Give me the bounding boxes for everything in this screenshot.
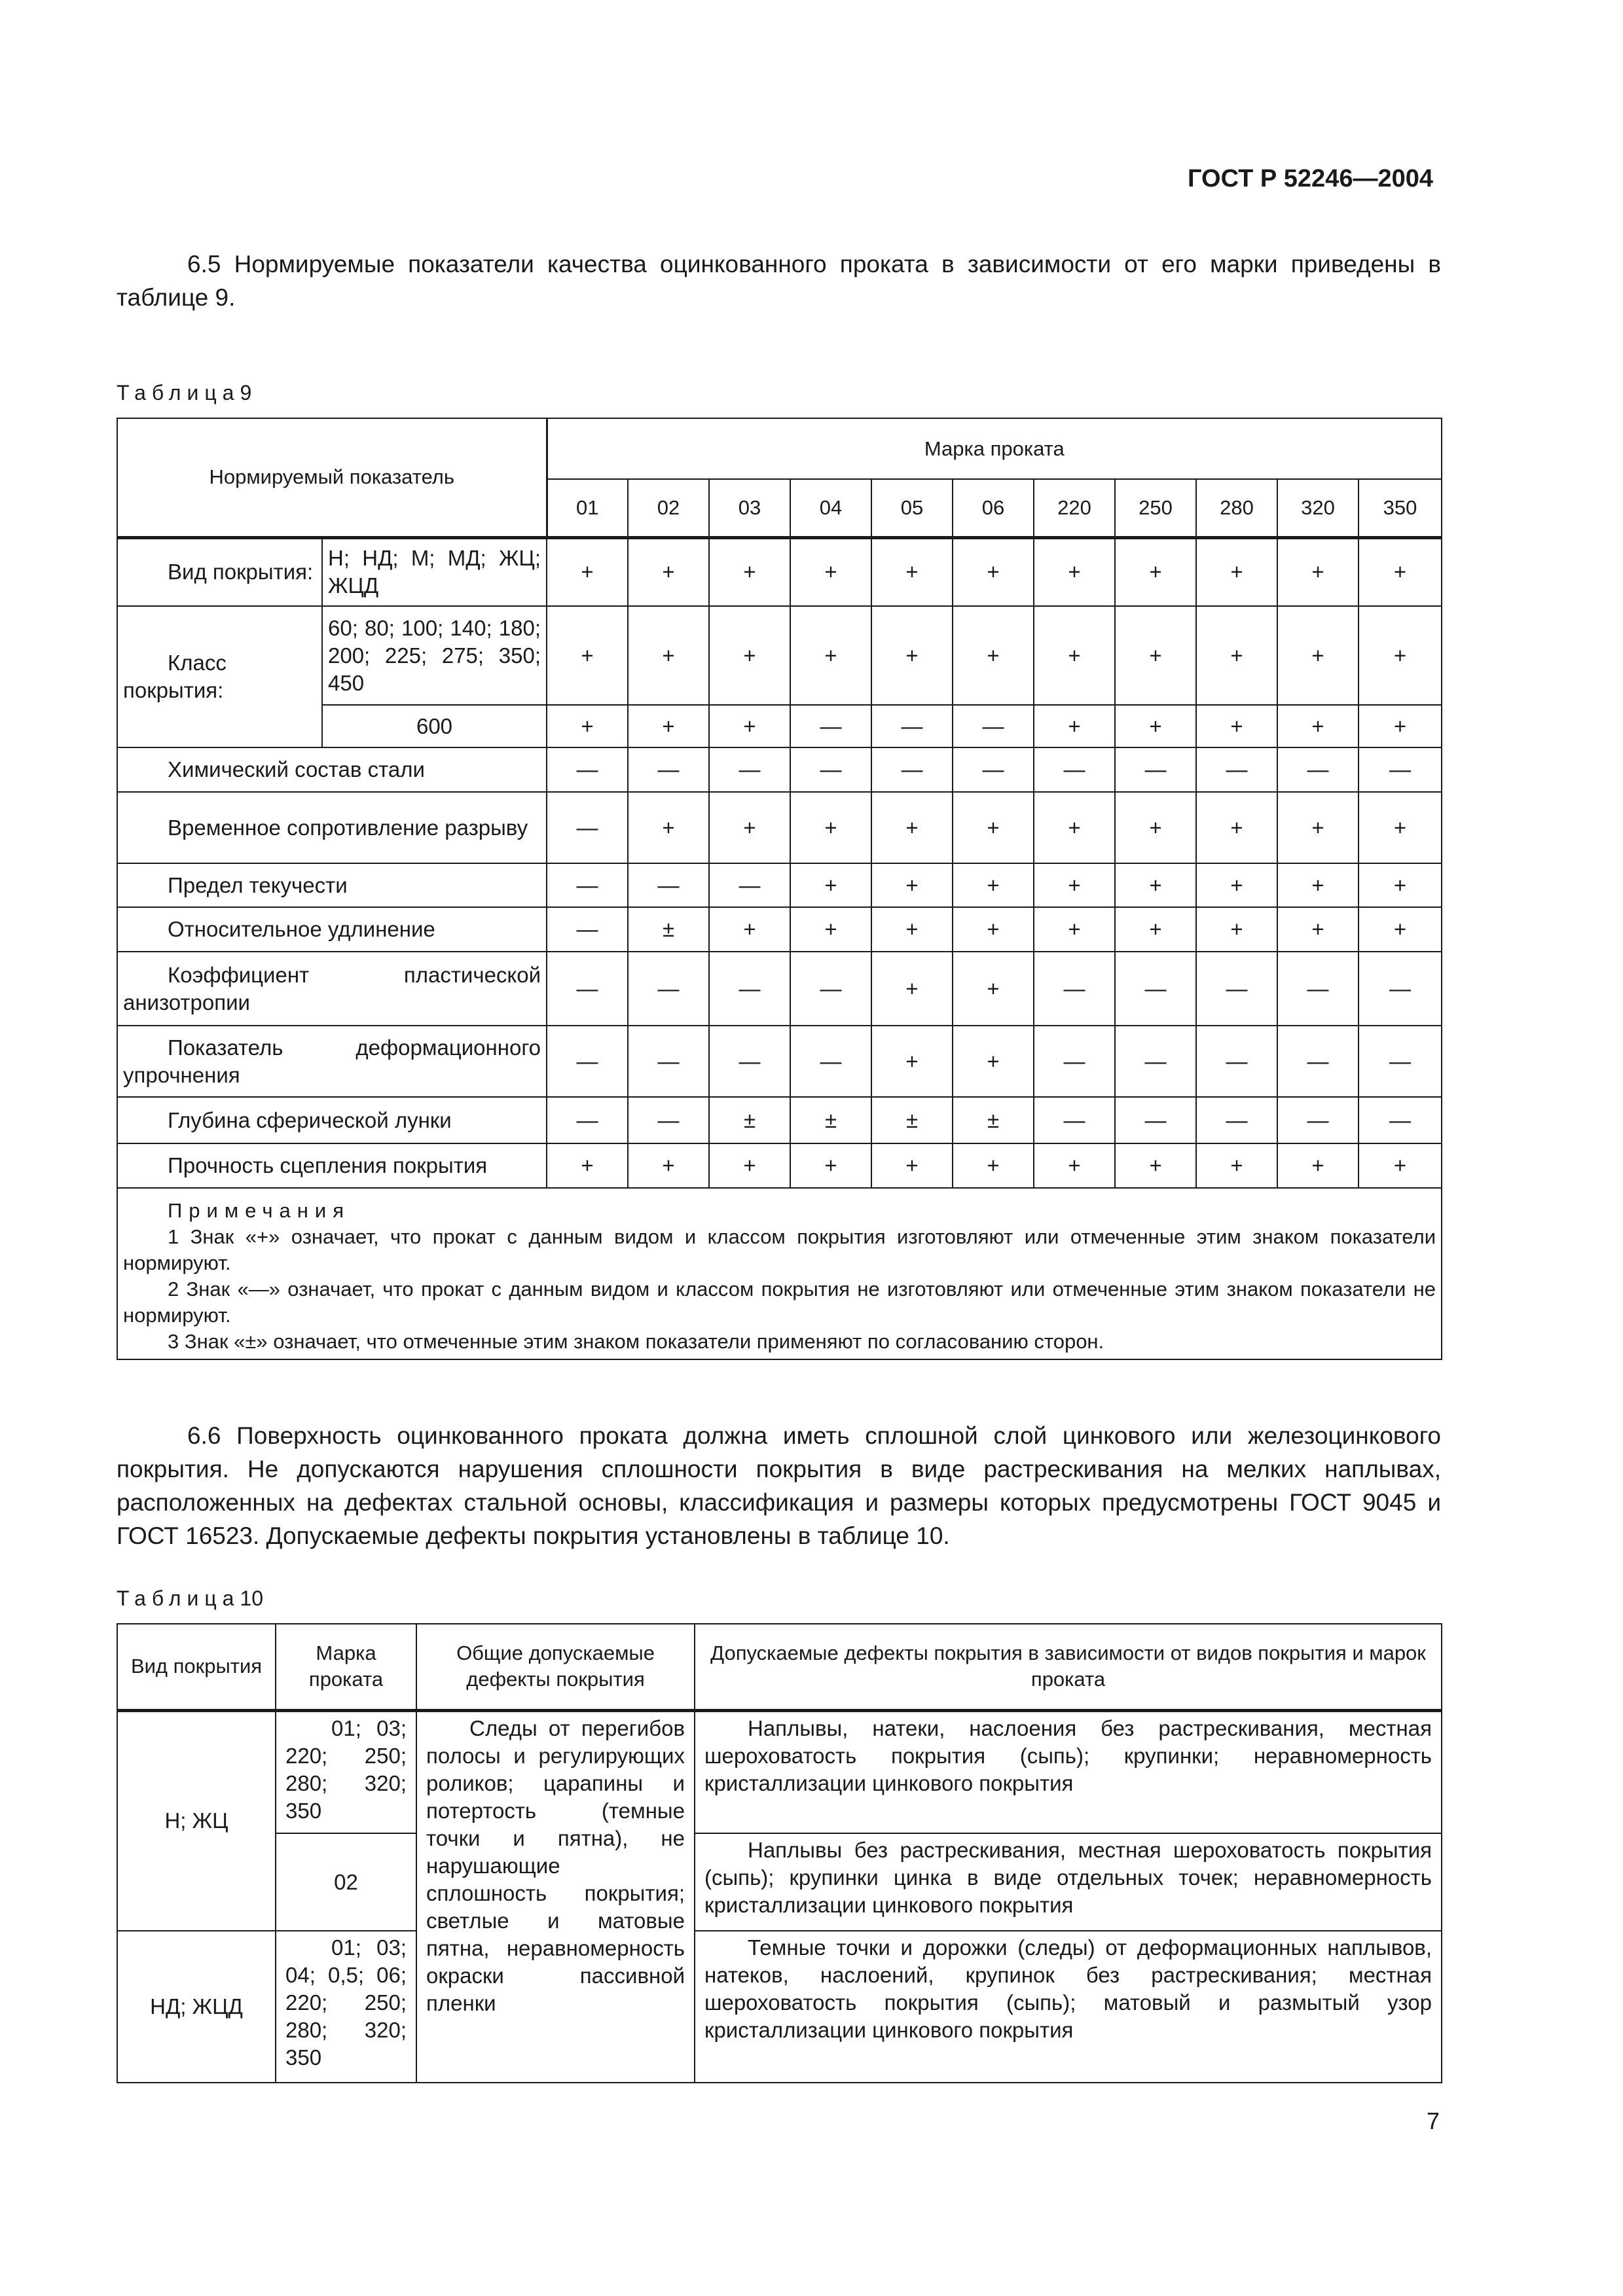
table9-row-label: Химический состав стали <box>117 747 547 792</box>
table9-cell: — <box>1277 1097 1359 1143</box>
table9-cell: — <box>1196 747 1277 792</box>
table10-defects: Наплывы, натеки, наслоения без растрескивания, местная шероховатость покрытия (сыпь); крупинки; неравномерность кристаллизации цинкового покрытия <box>695 1710 1442 1833</box>
table9-row-label: Вид покрытия: <box>117 537 322 606</box>
table9-row <box>117 907 1442 952</box>
table9-cell: + <box>953 952 1034 1026</box>
table9-cell: — <box>628 747 709 792</box>
document-code: ГОСТ Р 52246—2004 <box>1188 165 1433 192</box>
table9-cell: + <box>1277 907 1359 952</box>
table10-brand: 01; 03; 04; 0,5; 06; 220; 250; 280; 320; 350 <box>276 1931 416 2083</box>
table9-cell: + <box>953 537 1034 606</box>
table9-row-label: Коэффициент пластической анизотропии <box>117 952 547 1026</box>
table9-cell: + <box>1115 606 1196 705</box>
table9-cell: + <box>1034 537 1115 606</box>
table9-cell: + <box>1196 705 1277 747</box>
table9-cell: + <box>1115 537 1196 606</box>
table9-cell: + <box>790 907 871 952</box>
table9-cell: — <box>1115 1026 1196 1097</box>
table9-cell: + <box>1034 1143 1115 1188</box>
table9-row <box>117 952 1442 1026</box>
table9-cell: — <box>953 705 1034 747</box>
table9-cell: — <box>1196 952 1277 1026</box>
table9-cell: + <box>1034 863 1115 907</box>
table9-cell: — <box>628 952 709 1026</box>
table9-cell: + <box>1196 537 1277 606</box>
table9-cell: — <box>1115 1097 1196 1143</box>
table9-cell: + <box>709 606 790 705</box>
table9-cell: + <box>1359 537 1442 606</box>
table9-cell: + <box>871 537 953 606</box>
table9-cell: — <box>1034 747 1115 792</box>
table9-cell: ± <box>871 1097 953 1143</box>
table9-cell: + <box>1115 705 1196 747</box>
table9-cell: — <box>709 952 790 1026</box>
table9-caption-number: 9 <box>240 381 252 404</box>
table9-cell: — <box>871 705 953 747</box>
table9-cell: + <box>1196 863 1277 907</box>
table10-defects: Наплывы без растрескивания, местная шероховатость покрытия (сыпь); крупинки цинка в виде отдельных точек; неравномерность кристаллизации цинкового покрытия <box>695 1833 1442 1931</box>
table9-row <box>117 863 1442 907</box>
table9-cell: + <box>1277 792 1359 863</box>
table9-cell: + <box>790 537 871 606</box>
table9-cell: + <box>709 705 790 747</box>
table9-cell: + <box>628 705 709 747</box>
table9-cell: + <box>547 606 628 705</box>
table10-caption-word: Таблица <box>117 1587 240 1610</box>
table9-cell: — <box>1196 1097 1277 1143</box>
table9-cell: + <box>1115 792 1196 863</box>
table9-cell: + <box>790 792 871 863</box>
table9-brand-cell: 320 <box>1277 479 1359 537</box>
table9-cell: + <box>1277 1143 1359 1188</box>
paragraph-6-6-text: 6.6 Поверхность оцинкованного проката должна иметь сплошной слой цинкового или железоцинкового покрытия. Не допускаются нарушения сплошности покрытия в виде растрескивания на мелких наплывах, расположенных на дефектах стальной основы, классификация и размеры которых предусмотрены ГОСТ 9045 и ГОСТ 16523. Допускаемые дефекты покрытия установлены в таблице 10. <box>117 1422 1441 1549</box>
table10-header-row <box>117 1624 1442 1710</box>
table9-cell: + <box>1034 907 1115 952</box>
table10-row <box>117 1833 1442 1931</box>
table9-cell: + <box>1359 863 1442 907</box>
table9-cell: + <box>871 792 953 863</box>
table9-row <box>117 792 1442 863</box>
table9-cell: — <box>547 863 628 907</box>
table9-cell: — <box>1359 747 1442 792</box>
table9-cell: + <box>953 792 1034 863</box>
table9-cell: + <box>1115 907 1196 952</box>
table9-notes <box>117 1188 1442 1359</box>
table9-cell: + <box>1277 863 1359 907</box>
table9-cell: + <box>1359 792 1442 863</box>
table9-brand-cell: 02 <box>628 479 709 537</box>
table9-cell: + <box>1359 1143 1442 1188</box>
table9-cell: — <box>709 863 790 907</box>
table9-row-sublabel: Н; НД; М; МД; ЖЦ; ЖЦД <box>322 537 547 606</box>
table10-brand: 02 <box>276 1833 416 1931</box>
table9-cell: — <box>547 952 628 1026</box>
notes-title: Примечания <box>168 1199 350 1222</box>
table9-row-coating-class <box>117 606 1442 705</box>
table9-cell: — <box>1277 747 1359 792</box>
table9-cell: — <box>1115 747 1196 792</box>
table10-header-defects: Допускаемые дефекты покрытия в зависимости от видов покрытия и марок проката <box>695 1624 1442 1710</box>
table9-row-sublabel: 600 <box>322 705 547 747</box>
table9-cell: + <box>1196 606 1277 705</box>
table9-row-label: Прочность сцепления покрытия <box>117 1143 547 1188</box>
page-number: 7 <box>1426 2108 1440 2134</box>
table9-cell: — <box>1359 1026 1442 1097</box>
table9-caption <box>117 381 251 405</box>
table9-cell: — <box>547 1026 628 1097</box>
table9-cell: + <box>1115 1143 1196 1188</box>
table9-row-label: Относительное удлинение <box>117 907 547 952</box>
paragraph-6-5-text: 6.5 Нормируемые показатели качества оцинкованного проката в зависимости от его марки приведены в таблице 9. <box>117 251 1441 311</box>
table9-cell: — <box>628 863 709 907</box>
table9-cell: + <box>709 792 790 863</box>
table9-cell: — <box>790 1026 871 1097</box>
table9-cell: + <box>1359 907 1442 952</box>
table10-brand: 01; 03; 220; 250; 280; 320; 350 <box>276 1710 416 1833</box>
table9-cell: — <box>871 747 953 792</box>
table9-cell: + <box>953 863 1034 907</box>
table9-brand-cell: 03 <box>709 479 790 537</box>
table10-header-type: Вид покрытия <box>117 1624 276 1710</box>
table9-cell: + <box>953 907 1034 952</box>
table9-cell: — <box>790 952 871 1026</box>
table9-cell: — <box>790 747 871 792</box>
table9-cell: + <box>953 1143 1034 1188</box>
table9-cell: + <box>628 606 709 705</box>
paragraph-6-5 <box>117 247 1441 314</box>
table9-cell: + <box>628 537 709 606</box>
table9-cell: — <box>547 1097 628 1143</box>
table9-row-label: Класс покрытия: <box>117 606 322 747</box>
table9-cell: + <box>1034 606 1115 705</box>
table9-cell: — <box>1359 952 1442 1026</box>
table9-cell: + <box>1359 705 1442 747</box>
table9-row-label: Предел текучести <box>117 863 547 907</box>
table9-row-label: Глубина сферической лунки <box>117 1097 547 1143</box>
table9-cell: — <box>628 1097 709 1143</box>
table9-cell: — <box>547 747 628 792</box>
table10-header-general: Общие допускаемые дефекты покрытия <box>416 1624 695 1710</box>
table9-cell: + <box>790 863 871 907</box>
table9-cell: + <box>871 1143 953 1188</box>
table9-row-sublabel: 60; 80; 100; 140; 180; 200; 225; 275; 350; 450 <box>322 606 547 705</box>
note-item: 1 Знак «+» означает, что прокат с данным видом и классом покрытия изготовляют или отмеченные этим знаком показатели нормируют. <box>123 1225 1436 1274</box>
table9-header-indicator: Нормируемый показатель <box>117 418 547 537</box>
table9-cell: ± <box>628 907 709 952</box>
table9-cell: + <box>1115 863 1196 907</box>
table9-cell: + <box>709 537 790 606</box>
table10-coating-type: НД; ЖЦД <box>117 1931 276 2083</box>
table9-cell: — <box>547 907 628 952</box>
table9-cell: — <box>790 705 871 747</box>
table9-cell: — <box>1277 1026 1359 1097</box>
table9-cell: + <box>547 537 628 606</box>
table9-row-coating-type <box>117 537 1442 606</box>
table9-cell: — <box>1196 1026 1277 1097</box>
table9-cell: + <box>1034 705 1115 747</box>
table10-caption <box>117 1587 263 1611</box>
table9-cell: — <box>1115 952 1196 1026</box>
table9-cell: — <box>1034 952 1115 1026</box>
table9-cell: + <box>1196 907 1277 952</box>
table9-cell: + <box>871 907 953 952</box>
table9-cell: + <box>1034 792 1115 863</box>
table-9 <box>117 418 1442 1360</box>
table9-cell: + <box>1359 606 1442 705</box>
table10-defects: Темные точки и дорожки (следы) от деформационных наплывов, натеков, наслоений, крупинок без растрескивания; местная шероховатость покрытия (сыпь); матовый и размытый узор кристаллизации цинкового покрытия <box>695 1931 1442 2083</box>
table10-general-defects: Следы от перегибов полосы и регулирующих роликов; царапины и потертость (темные точки и пятна), не нарушающие сплошность покрытия; светлые и матовые пятна, неравномерность окраски пассивной пленки <box>416 1710 695 2083</box>
table9-cell: + <box>547 1143 628 1188</box>
paragraph-6-6 <box>117 1419 1441 1552</box>
table9-cell: — <box>709 1026 790 1097</box>
table9-cell: + <box>953 606 1034 705</box>
table9-cell: ± <box>790 1097 871 1143</box>
table10-header-brand: Марка проката <box>276 1624 416 1710</box>
table9-cell: ± <box>709 1097 790 1143</box>
table9-cell: — <box>953 747 1034 792</box>
table9-cell: + <box>790 606 871 705</box>
table9-cell: + <box>871 952 953 1026</box>
table9-cell: + <box>790 1143 871 1188</box>
table9-row-label: Показатель деформационного упрочнения <box>117 1026 547 1097</box>
note-item: 3 Знак «±» означает, что отмеченные этим знаком показатели применяют по согласованию сторон. <box>168 1330 1104 1353</box>
table9-caption-word: Таблица <box>117 381 240 404</box>
table9-brand-cell: 350 <box>1359 479 1442 537</box>
table9-cell: — <box>1034 1026 1115 1097</box>
table9-cell: + <box>628 1143 709 1188</box>
table9-brand-cell: 06 <box>953 479 1034 537</box>
table9-cell: + <box>709 1143 790 1188</box>
table9-row <box>117 1097 1442 1143</box>
table-10 <box>117 1623 1442 2083</box>
table9-notes-row <box>117 1188 1442 1359</box>
table9-cell: + <box>1277 537 1359 606</box>
table9-row <box>117 747 1442 792</box>
table9-cell: — <box>628 1026 709 1097</box>
table9-cell: + <box>1196 1143 1277 1188</box>
table9-header-brand: Марка проката <box>547 418 1442 479</box>
note-item: 2 Знак «—» означает, что прокат с данным видом и классом покрытия не изготовляют или отмеченные этим знаком показатели не нормируют. <box>123 1278 1436 1327</box>
table9-row <box>117 1026 1442 1097</box>
table9-cell: + <box>709 907 790 952</box>
table9-cell: — <box>1034 1097 1115 1143</box>
table9-cell: + <box>1196 792 1277 863</box>
table9-cell: — <box>547 792 628 863</box>
table9-cell: + <box>953 1026 1034 1097</box>
table9-cell: — <box>1359 1097 1442 1143</box>
table9-row-label: Временное сопротивление разрыву <box>117 792 547 863</box>
table10-row <box>117 1931 1442 2083</box>
table9-cell: + <box>1277 705 1359 747</box>
table9-cell: + <box>1277 606 1359 705</box>
table9-cell: ± <box>953 1097 1034 1143</box>
table9-brand-cell: 01 <box>547 479 628 537</box>
table9-cell: + <box>547 705 628 747</box>
table9-cell: — <box>709 747 790 792</box>
table9-row <box>117 1143 1442 1188</box>
table9-brand-cell: 250 <box>1115 479 1196 537</box>
table10-caption-number: 10 <box>240 1587 264 1610</box>
table9-brand-cell: 04 <box>790 479 871 537</box>
table9-cell: — <box>1277 952 1359 1026</box>
table9-brand-cell: 220 <box>1034 479 1115 537</box>
table9-brand-cell: 05 <box>871 479 953 537</box>
table9-brand-cell: 280 <box>1196 479 1277 537</box>
table9-cell: + <box>871 606 953 705</box>
table9-cell: + <box>871 863 953 907</box>
table9-cell: + <box>871 1026 953 1097</box>
table10-row <box>117 1710 1442 1833</box>
table9-cell: + <box>628 792 709 863</box>
table10-coating-type: Н; ЖЦ <box>117 1710 276 1931</box>
